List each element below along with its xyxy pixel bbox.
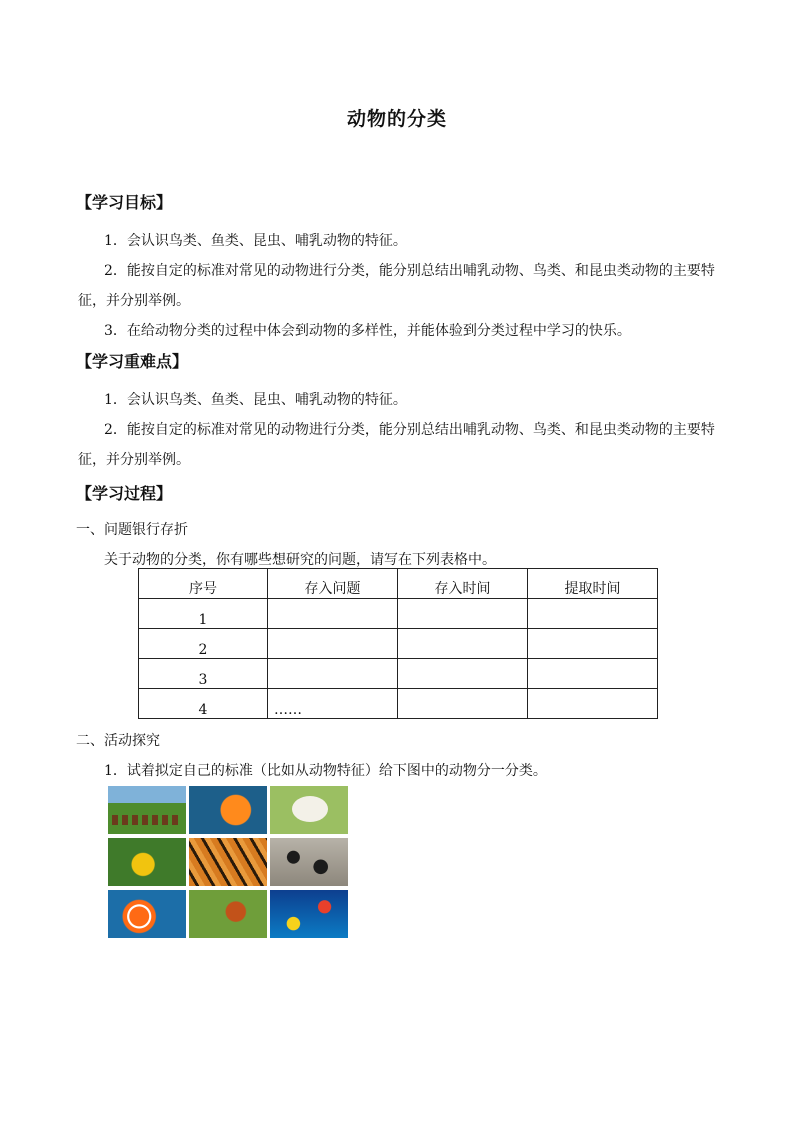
animal-photo-grid xyxy=(108,786,348,938)
row-withdraw-time-cell[interactable] xyxy=(528,629,658,659)
header-deposit-time: 存入时间 xyxy=(398,569,528,599)
ants-photo xyxy=(270,838,348,886)
goal-item-3: 3．在给动物分类的过程中体会到动物的多样性，并能体验到分类过程中学习的快乐。 xyxy=(104,323,631,339)
row-withdraw-time-cell[interactable] xyxy=(528,659,658,689)
row-question-cell[interactable]: …… xyxy=(268,689,398,719)
table-row xyxy=(139,629,658,659)
header-index: 序号 xyxy=(139,569,268,599)
row-index: 4 xyxy=(139,689,268,719)
row-index: 3 xyxy=(139,659,268,689)
process-heading: 【学习过程】 xyxy=(76,484,173,503)
key-point-item-2: 2．能按自定的标准对常见的动物进行分类，能分别总结出哺乳动物、鸟类、和昆虫类动物的主要特征，并分别举例。 xyxy=(78,422,715,468)
page-title: 动物的分类 xyxy=(346,108,447,130)
goals-heading: 【学习目标】 xyxy=(76,193,173,212)
clownfish-photo xyxy=(108,890,186,938)
header-question: 存入问题 xyxy=(268,569,398,599)
row-question-cell[interactable] xyxy=(268,599,398,629)
row-deposit-time-cell[interactable] xyxy=(398,689,528,719)
cattle-photo xyxy=(108,786,186,834)
row-deposit-time-cell[interactable] xyxy=(398,659,528,689)
goal-item-2: 2．能按自定的标准对常见的动物进行分类，能分别总结出哺乳动物、鸟类、和昆虫类动物的主要特征，并分别举例。 xyxy=(78,263,715,309)
goldfish-photo xyxy=(189,786,267,834)
row-deposit-time-cell[interactable] xyxy=(398,629,528,659)
row-deposit-time-cell[interactable] xyxy=(398,599,528,629)
goal-item-1: 1．会认识鸟类、鱼类、昆虫、哺乳动物的特征。 xyxy=(104,233,407,249)
section-1-title: 一、问题银行存折 xyxy=(76,522,188,538)
row-question-cell[interactable] xyxy=(268,659,398,689)
section-2-item-1: 1．试着拟定自己的标准（比如从动物特征）给下图中的动物分一分类。 xyxy=(104,763,547,779)
butterfly-photo xyxy=(189,890,267,938)
tropical-fish-photo xyxy=(270,890,348,938)
table-row xyxy=(139,659,658,689)
tiger-photo xyxy=(189,838,267,886)
table-row xyxy=(139,689,658,719)
table-row xyxy=(139,599,658,629)
row-withdraw-time-cell[interactable] xyxy=(528,599,658,629)
row-index: 1 xyxy=(139,599,268,629)
table-header-row xyxy=(139,569,658,599)
key-points-heading: 【学习重难点】 xyxy=(76,352,189,371)
header-withdraw-time: 提取时间 xyxy=(528,569,658,599)
section-2-title: 二、活动探究 xyxy=(76,733,160,749)
row-question-cell[interactable] xyxy=(268,629,398,659)
sheep-photo xyxy=(270,786,348,834)
bee-photo xyxy=(108,838,186,886)
key-point-item-1: 1．会认识鸟类、鱼类、昆虫、哺乳动物的特征。 xyxy=(104,392,407,408)
row-index: 2 xyxy=(139,629,268,659)
question-bank-table xyxy=(138,568,658,719)
row-withdraw-time-cell[interactable] xyxy=(528,689,658,719)
section-1-intro: 关于动物的分类，你有哪些想研究的问题，请写在下列表格中。 xyxy=(104,552,496,568)
